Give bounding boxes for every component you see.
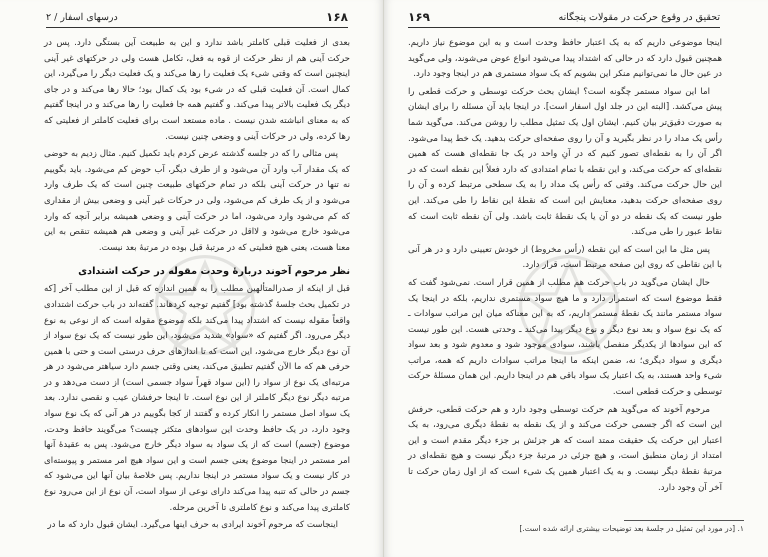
right-paragraph-2: اما این سواد مستمر چگونه است؟ ایشان بحث حرکت توسطی و حرکت قطعی را پیش می‌کشد. [البته این در جلد اول اسفار است]. در اینجا باید آن مسئله را برای ایشان به صورت دقیق‌تر بیان کنیم. ایشان اول یک تمثیل مطلب را روشن می‌کند. می‌گوید شما رأس یک مداد را در نظر بگیرید و آن را روی صفحه‌ای حرکت بدهید. یک خط پیدا می‌شود. اگر آن را به نقطه‌ای تصور کنیم که در آنِ واحد در یک جا نقطه‌ای هست که همین نقطه‌ای که حرکت می‌کند، و این نقطه با تمام امتدادی که دارد فعلاً این نقطه است که در این حال حرکت می‌کند. وقتی که رأس یک مداد را به یک سطحی مرتبط کرده و آن را روی صفحه‌ای حرکت بدهید، معنایش این است که نقطهٔ این نقاط را طی می‌کند. این طور نیست که یک نقطه در دو آن یا یک نقطهٔ ثابت باشد. ولی آن نقطه ثابت است که نقاط عبور را طی می‌کند. [408,86,722,238]
left-section-paragraph-2: اینجاست که مرحوم آخوند ایرادی به حرف اینها می‌گیرد. ایشان قبول دارد که ما در [47,520,338,531]
left-paragraph-1: بعدی از فعلیت قبلی کاملتر باشد ندارد و این به طبیعت آین بستگی دارد. پس در حرکت آینی هم از نظر حرکت از قوه به فعل، تکامل هست ولی در حرکتهای غیر آینی اینچنین است که وقتی شیء یک فعلیت را رها می‌کند و یک فعلیت دیگر را می‌گیرد، این کمال است. آن فعلیت قبلی که در شیء بود یک کمال بود؛ حالا رها می‌کند و در جای دیگر یک فعلیت بالاتر پیدا می‌کند. و گفتیم همه جا فعلیت را رها می‌کند و در اینجا گفتیم که به معنای انباشته شدن نیست . ماده مستعد است برای فعلیت کاملتر از فعلیتی که رها کرده، ولی در حرکات آینی و وضعی چنین نیست. [44,38,350,142]
right-paragraph-4: حال ایشان می‌گوید در باب حرکت هم مطلب از همین قرار است. نمی‌شود گفت که فقط موضوع است که استمرار دارد و ما هیچ سواد مستمری نداریم، بلکه در اینجا یک سواد مستمر مانند یک نقطهٔ مستمر داریم، که به این معناکه میان این مراتب سوادات ـ که یک نوع سواد و بعد نوع دیگر و نوع دیگر پیدا می‌کند ـ وحدتی هست. این طور نیست که این سوادها از یکدیگر منفصل باشند، سوادی موجود شود و معدوم شود و بعد سواد دیگری و سواد دیگری؛ نه، ضمن اینکه ما اینجا مراتب سوادات داریم که همه، مراتب شیء واحد هستند، به یک اعتبار یک سواد باقی هم در اینجا داریم. این همان مسئلهٔ حرکت توسطی و حرکت قطعی است. [408,277,722,398]
left-running-head: درسهای اسفار / ۲ [46,12,118,23]
left-page-body [44,36,350,536]
right-page-header [408,10,720,28]
left-paragraph-2: پس مثالی را که در جلسه گذشته عرض کردم باید تکمیل کنیم. مثال زدیم به حوضی که یک مقدار آب وارد آن می‌شود و از طرف دیگر، آب حوض کم می‌شود. باید بگوییم نه تنها در حرکت آینی بلکه در تمام حرکتهای طبیعت چنین است که یک طرف وارد می‌شود و از یک طرف کم می‌شود، ولی در حرکات غیر آینی و وضعی بیش از مقداری که کم می‌شود وارد می‌شود، اما در حرکت آینی و وضعی همیشه برابر آنچه که وارد می‌شود خارج می‌شود و لااقل در حرکت غیر آینی و وضعی هم همیشه تنقص به این معنا هست، یعنی هیچ فعلیتی که در مرتبهٔ قبل بوده در مرتبهٔ بعد نیست. [44,149,350,253]
left-page-header [46,10,348,28]
right-paragraph-1: اینجا موضوعی داریم که به یک اعتبار حافظ وحدت است و به این موضوع نیاز داریم. همچنین قبول دارد که در حالی که اشتداد پیدا می‌شود انواع عوض می‌شوند، ولی می‌گوید در عین حال ما نمی‌توانیم منکر این بشویم که یک سواد مستمری هم در اینجا وجود دارد. [408,38,722,80]
right-running-head: تحقیق در وقوع حرکت در مقولات پنجگانه [558,12,720,23]
left-page-number: ۱۶۸ [326,10,348,24]
right-paragraph-3: پس مثل ما این است که این نقطه (رأس مخروط) از خودش تعیینی دارد و در هر آنی با این نقاطی که روی این صفحه مرتبط است، قرار دارد. [408,244,722,271]
section-title: نظر مرحوم آخوند دربارهٔ وحدت مقوله در حرکت اشتدادی [78,266,350,278]
left-section-paragraph-1: قبل از اینکه از صدرالمتألهین مطلب را به همین اندازه که قبل از این مطلب آخر [که در تکمیل بحث جلسهٔ گذشته بود] گفتیم توجیه کردهاند. گفته‌اند در باب حرکت اشتدادی واقعاً مقوله نیست که اشتداد پیدا می‌کند بلکه موضوع مقوله است که از نوعی به نوع دیگر می‌رود. اگر گفتیم که «سواد» شدید می‌شود، این طور نیست که یک نوع سواد از آن نوع دیگر خارج می‌شود، این است که تا اندازهای حرف درستی است و حتی با همین حرفی هم که ما الآن گفتیم تطبیق می‌کند، یعنی وقتی جسم دارد سیاهتر می‌شود در هر مرتبه‌ای یک نوع از سواد را (این سواد قهراً سواد جسمی است) از دست می‌دهد و در مرتبه دیگر نوع دیگر کاملتر از این نوع است. تا اینجا حرفشان عیب و نقصی ندارد. بعد یک سواد اصل مستمر را انکار کرده و گفتند از کجا بگوییم در هر آنی که یک نوع سواد وجود دارد، در یک حافظ وحدت این سوادهای متکثر چیست؟ می‌گویند حافظ وحدت، موضوع (جسم) است که از یک سواد به سواد دیگر خارج می‌شود. پس به عقیدهٔ آنها امر مستمر در اینجا موضوع یعنی جسم است و این سواد هیچ امر مستمر و پیوسته‌ای در کار نیست و یک سواد مستمر در اینجا نداریم. پس خلاصهٔ بیان آنها این می‌شود که جسم در حالی که تنبه پیدا می‌کند دارای نوعی از سواد است، آن نوع از این می‌رود نوع کاملتری پیدا می‌کند و نوع کاملتری تا آخرین مرحله. [44,284,350,513]
right-page-body [408,36,722,498]
right-page [384,0,768,557]
footnote-rule [624,520,744,521]
right-paragraph-5: مرحوم آخوند که می‌گوید هم حرکت توسطی وجود دارد و هم حرکت قطعی، حرفش این است که اگر جسمی حرکت می‌کند و از یک نقطه به نقطهٔ دیگری می‌رود، به یک اعتبار این حرکت یک حقیقت ممتد است که هر جزئش بر جزء دیگر مقدم است و این امتداد از زمان منطبق است، و هیچ جزئی در مرتبهٔ جزء دیگر نیست و هیچ نقطه‌ای در مرتبهٔ نقطهٔ دیگر نیست. و به یک اعتبار همین یک شیء است که از اول زمان حرکت تا آخر آن وجود دارد. [408,404,722,493]
right-page-number: ۱۶۹ [408,10,430,24]
footnote: ۱. [در مورد این تمثیل در جلسهٔ بعد توضیحات بیشتری ارائه شده است.] [519,524,744,533]
